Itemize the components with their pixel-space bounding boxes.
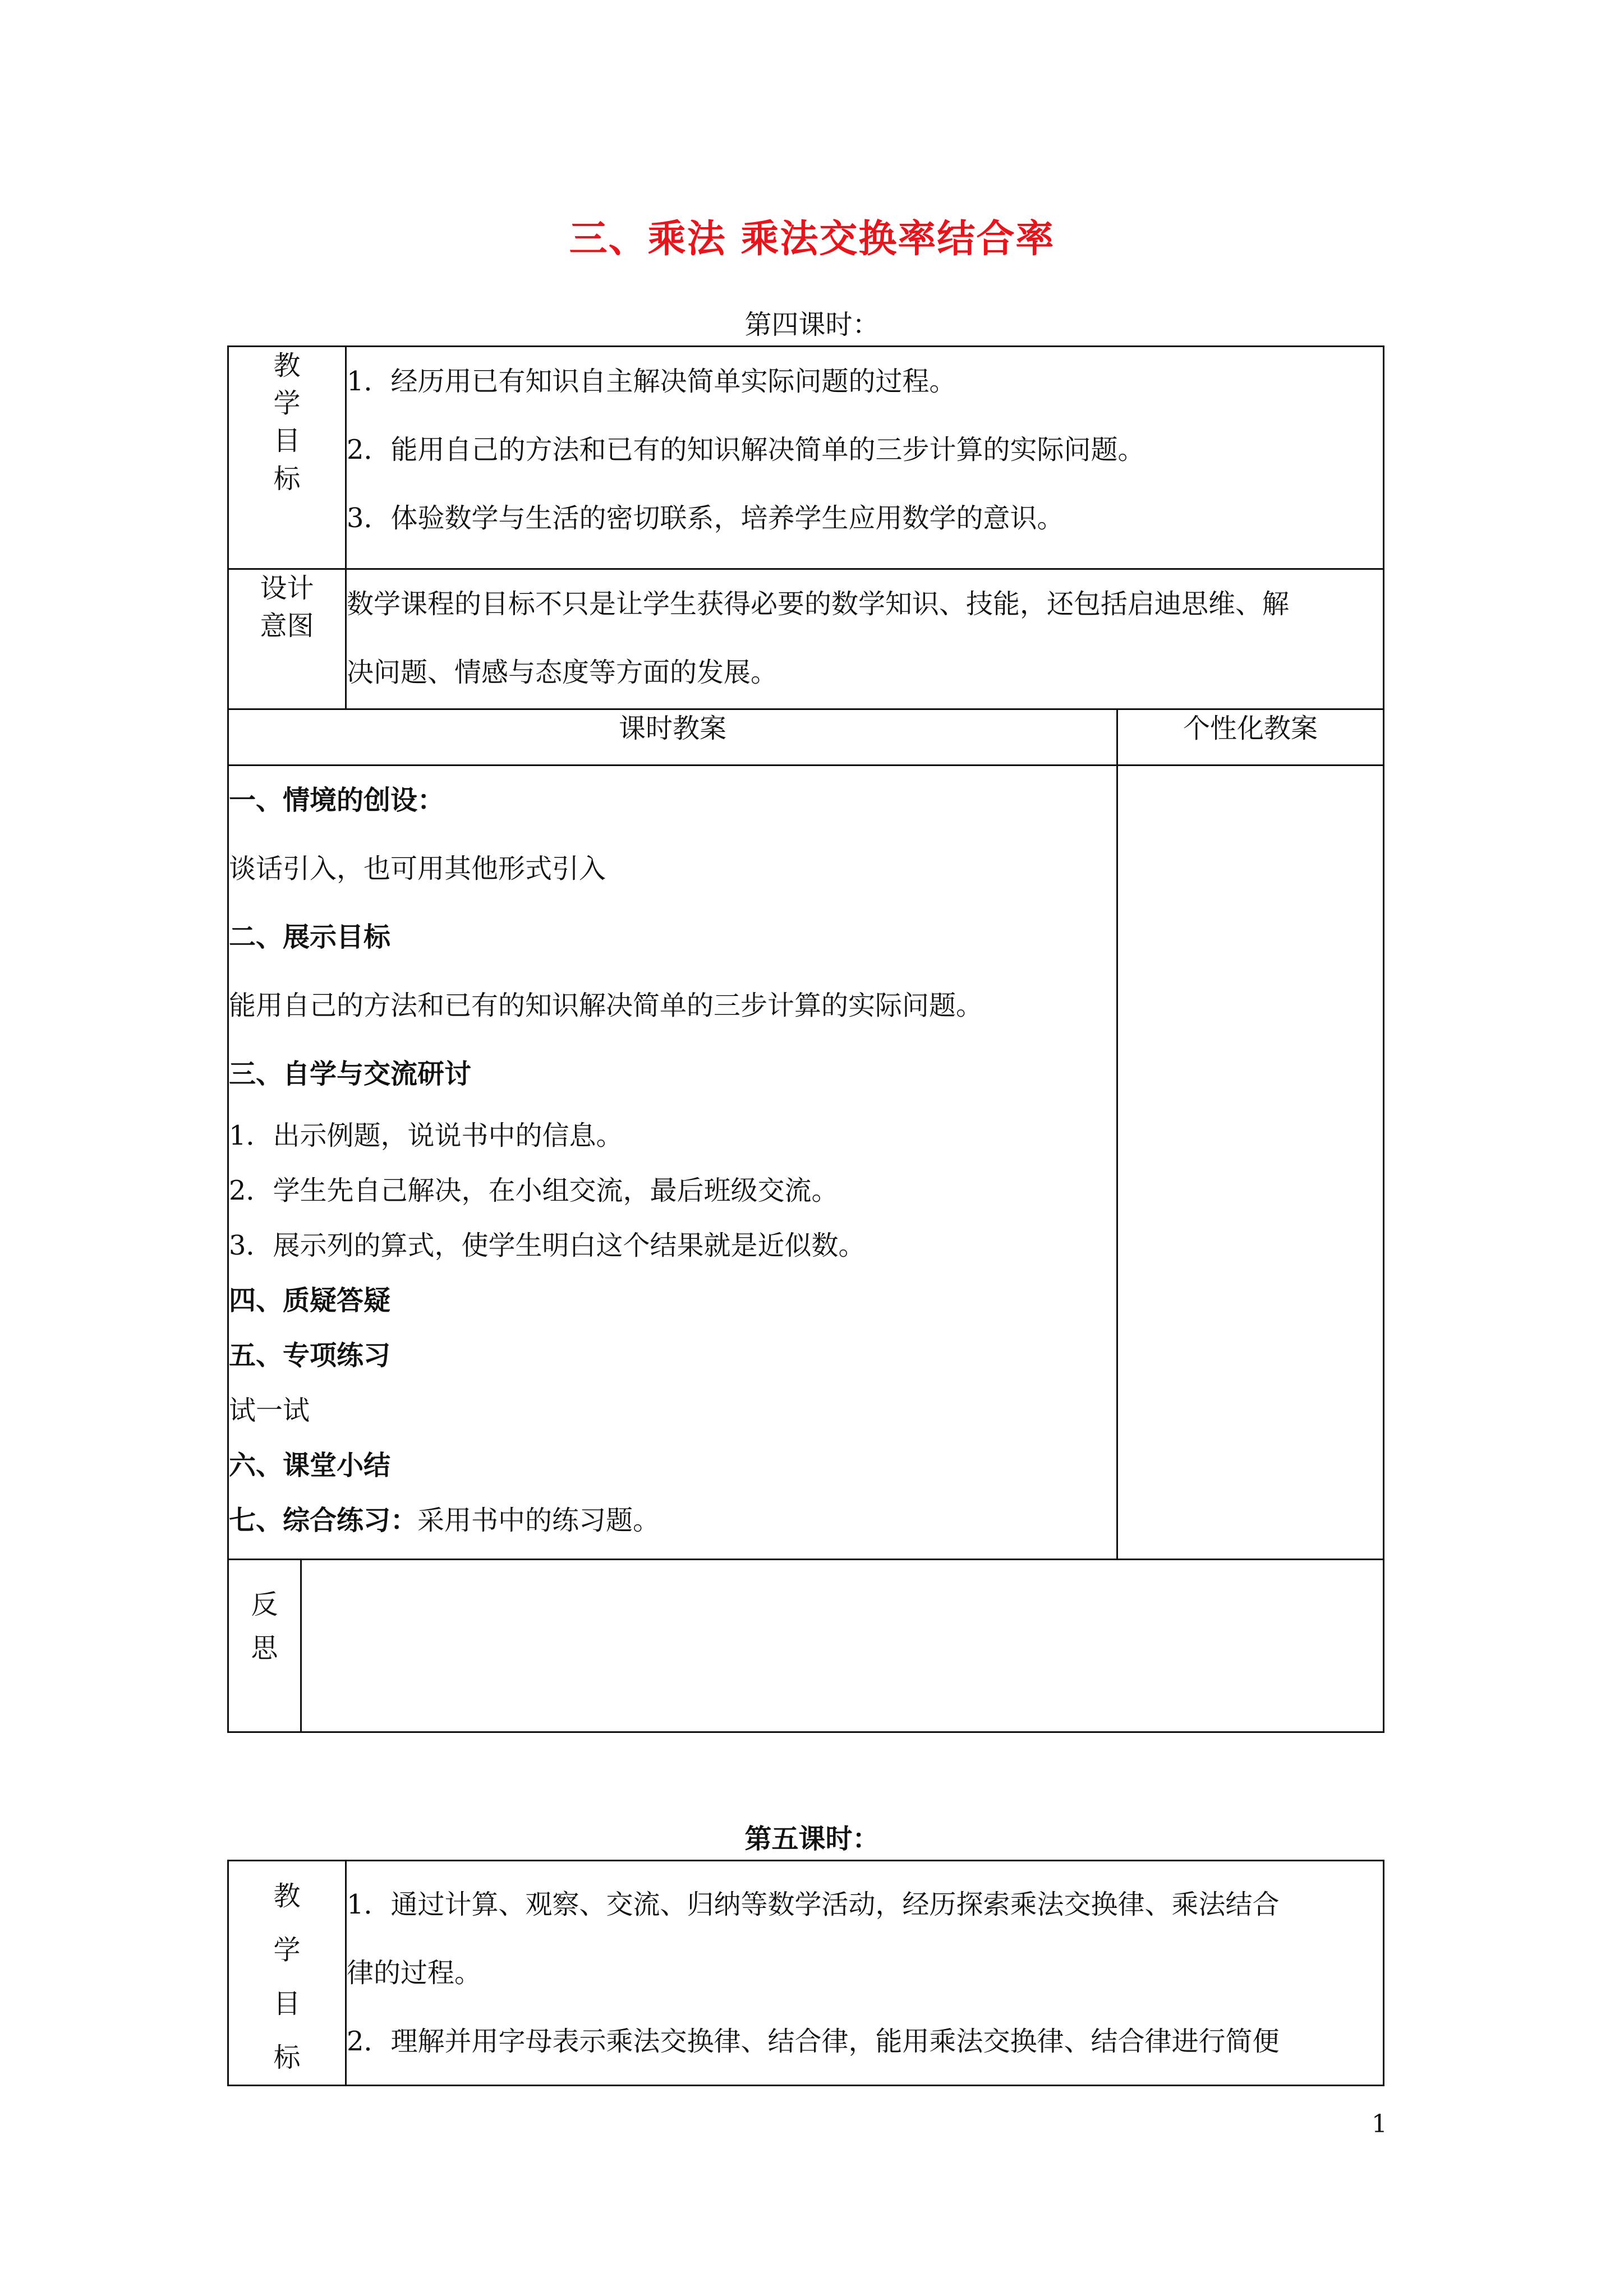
lesson4-table bbox=[227, 345, 1384, 1733]
plan-content bbox=[228, 766, 1117, 1560]
list-item: 1．出示例题，说说书中的信息。 bbox=[229, 1120, 623, 1151]
intent-content: 数学课程的目标不只是让学生获得必要的数学知识、技能，还包括启迪思维、解 决问题、情感与态度等方面的发展。 bbox=[346, 569, 1384, 709]
section-heading: 六、课堂小结 bbox=[229, 1450, 391, 1481]
section-heading: 七、综合练习： bbox=[229, 1505, 418, 1536]
lesson5-label: 第五课时： bbox=[744, 1823, 880, 1855]
goal-item: 2．能用自己的方法和已有的知识解决简单的三步计算的实际问题。 bbox=[347, 434, 1145, 465]
goals-label: 教 学 目 标 bbox=[228, 347, 346, 569]
page-number: 1 bbox=[1372, 2110, 1387, 2138]
personal-column-header: 个性化教案 bbox=[1117, 709, 1384, 766]
section-heading: 二、展示目标 bbox=[229, 921, 391, 953]
section-text: 试一试 bbox=[229, 1395, 310, 1426]
goal-item: 1．经历用已有知识自主解决简单实际问题的过程。 bbox=[347, 366, 956, 397]
section-heading: 三、自学与交流研讨 bbox=[229, 1058, 472, 1090]
section-text: 能用自己的方法和已有的知识解决简单的三步计算的实际问题。 bbox=[229, 990, 983, 1021]
intent-row bbox=[228, 569, 1384, 709]
goals-row bbox=[228, 347, 1384, 569]
personal-content bbox=[1117, 766, 1384, 1560]
plan-header-row bbox=[228, 709, 1384, 766]
section-heading: 五、专项练习 bbox=[229, 1340, 391, 1371]
page-title: 三、乘法 乘法交换率结合率 bbox=[569, 216, 1055, 261]
goal-item: 3．体验数学与生活的密切联系，培养学生应用数学的意识。 bbox=[347, 502, 1064, 534]
lesson5-goals-row bbox=[228, 1861, 1384, 2086]
list-item: 2．学生先自己解决，在小组交流，最后班级交流。 bbox=[229, 1175, 839, 1206]
lesson5-table bbox=[227, 1860, 1384, 2086]
plan-row bbox=[228, 766, 1384, 1560]
lesson4-label: 第四课时： bbox=[744, 309, 880, 340]
reflect-content bbox=[301, 1560, 1384, 1732]
lesson5-goals-label: 教 学 目 标 bbox=[228, 1861, 346, 2086]
section-text: 谈话引入，也可用其他形式引入 bbox=[229, 853, 606, 884]
reflect-label: 反 思 bbox=[228, 1560, 301, 1732]
plan-column-header: 课时教案 bbox=[228, 709, 1117, 766]
section-heading: 一、情境的创设： bbox=[229, 785, 445, 816]
goals-content bbox=[346, 347, 1384, 569]
reflect-row bbox=[228, 1560, 1384, 1732]
intent-label: 设计 意图 bbox=[228, 569, 346, 709]
list-item: 3．展示列的算式，使学生明白这个结果就是近似数。 bbox=[229, 1230, 866, 1261]
section-text: 七、综合练习：采用书中的练习题。 bbox=[229, 1505, 660, 1536]
lesson5-goals-content: 1．通过计算、观察、交流、归纳等数学活动，经历探索乘法交换律、乘法结合 律的过程。 2．理解并用字母表示乘法交换律、结合律，能用乘法交换律、结合律进行简便 bbox=[346, 1861, 1384, 2086]
section-heading: 四、质疑答疑 bbox=[229, 1285, 391, 1316]
